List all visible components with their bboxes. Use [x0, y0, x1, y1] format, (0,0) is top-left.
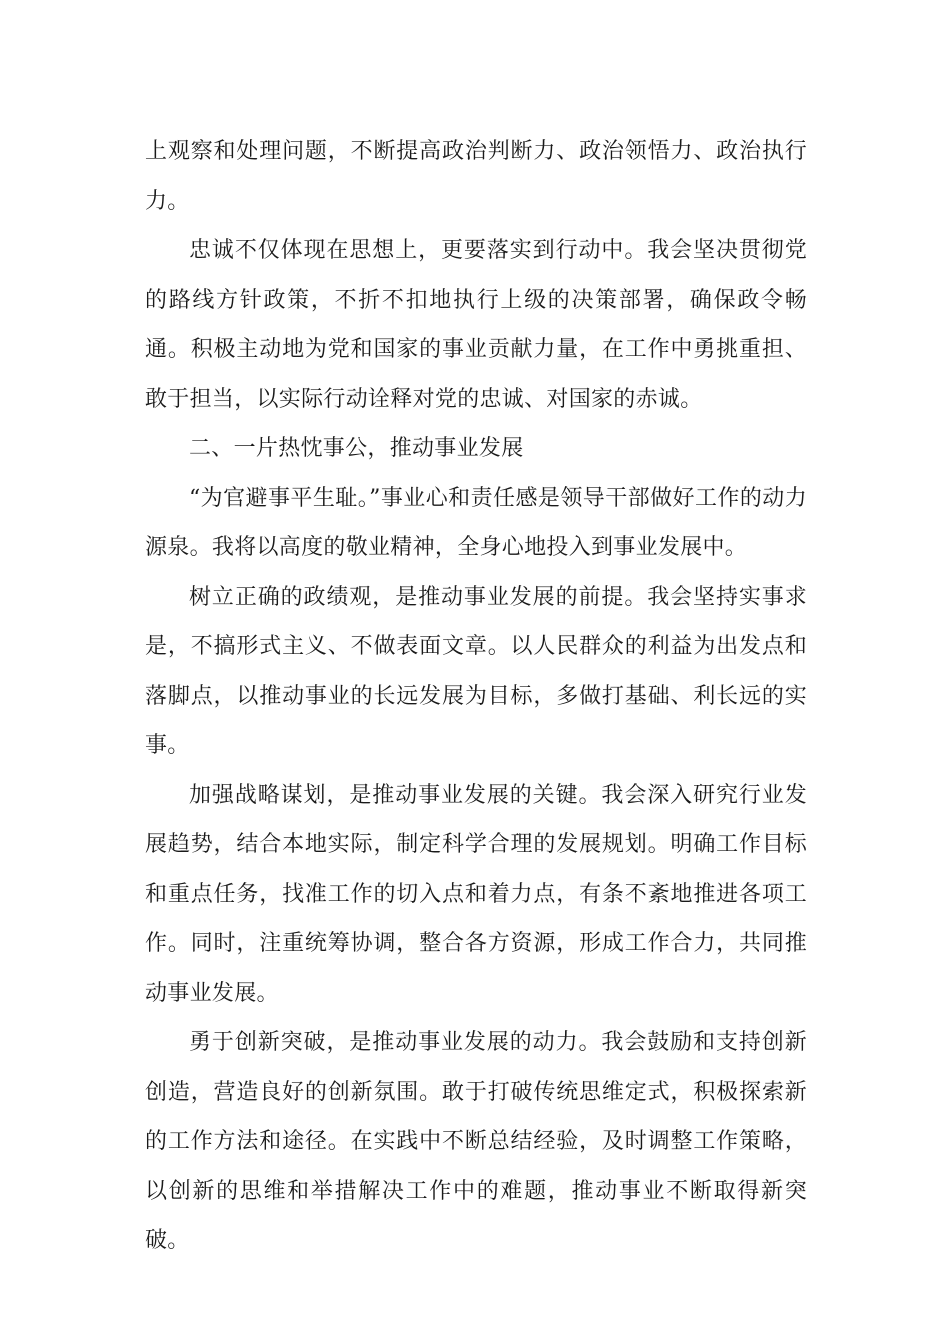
paragraph-strategic-planning: 加强战略谋划，是推动事业发展的关键。我会深入研究行业发展趋势，结合本地实际，制定科学合理的发展规划。明确工作目标和重点任务，找准工作的切入点和着力点，有条不紊地推进各项工作。同时，注重统筹协调，整合各方资源，形成工作合力，共同推动事业发展。	[145, 782, 807, 1006]
paragraph-continued: 上观察和处理问题，不断提高政治判断力、政治领悟力、政治执行力。	[145, 139, 807, 214]
section-heading: 二、一片热忱事公，推动事业发展	[189, 436, 524, 461]
document-body	[145, 127, 807, 1266]
paragraph-performance-view: 树立正确的政绩观，是推动事业发展的前提。我会坚持实事求是，不搞形式主义、不做表面文章。以人民群众的利益为出发点和落脚点，以推动事业的长远发展为目标，多做打基础、利长远的实事。	[145, 584, 807, 758]
paragraph-loyalty-action: 忠诚不仅体现在思想上，更要落实到行动中。我会坚决贯彻党的路线方针政策，不折不扣地执行上级的决策部署，确保政令畅通。积极主动地为党和国家的事业贡献力量，在工作中勇挑重担、敢于担当，以实际行动诠释对党的忠诚、对国家的赤诚。	[145, 238, 807, 412]
paragraph-quote: “为官避事平生耻。”事业心和责任感是领导干部做好工作的动力源泉。我将以高度的敬业精神，全身心地投入到事业发展中。	[145, 485, 807, 560]
paragraph-innovation: 勇于创新突破，是推动事业发展的动力。我会鼓励和支持创新创造，营造良好的创新氛围。敢于打破传统思维定式，积极探索新的工作方法和途径。在实践中不断总结经验，及时调整工作策略，以创新的思维和举措解决工作中的难题，推动事业不断取得新突破。	[145, 1030, 807, 1253]
